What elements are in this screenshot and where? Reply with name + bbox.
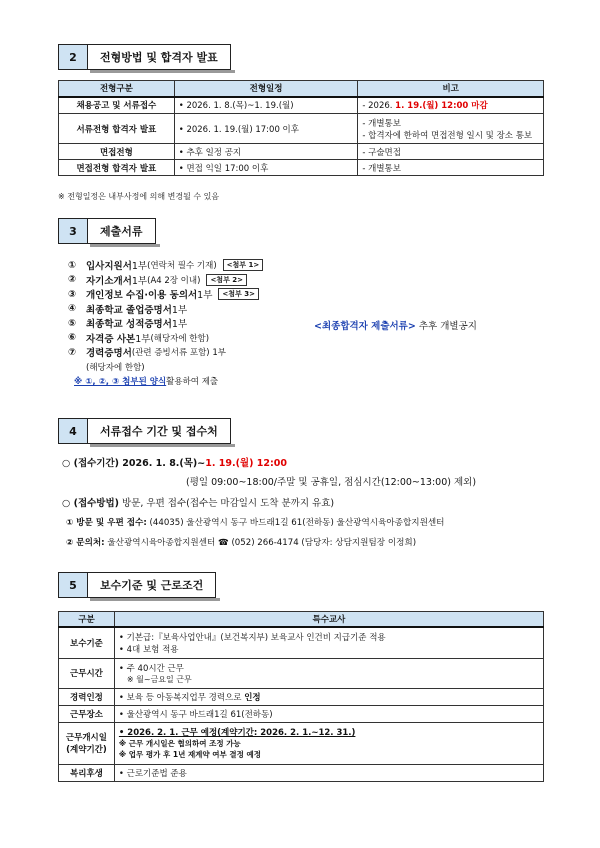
- section-title: 전형방법 및 합격자 발표: [88, 44, 231, 70]
- list-item: ⑤ 최종학교 성적증명서 1부: [68, 317, 188, 331]
- reception-address: ① 방문 및 우편 접수: (44035) 울산광역시 동구 바드래1길 61(전하동) 울산광역시육아종합지원센터: [66, 518, 445, 528]
- table-header: 구분: [59, 612, 115, 628]
- table-row: 근무개시일 (계약기간) • 2026. 2. 1. 근무 예정(계약기간: 2026. 2. 1.~12. 31.) ※ 근무 개시일은 협의하여 조정 가능 ※ 업무 평가 후 1년 재계약 여부 결정 예정: [59, 722, 544, 764]
- table-row: 채용공고 및 서류접수 • 2026. 1. 8.(목)~1. 19.(월) - 2026. 1. 19.(월) 12:00 마감: [59, 97, 544, 114]
- table-row: 근무장소 • 울산광역시 동구 바드래1길 61(전하동): [59, 705, 544, 722]
- list-item: ⑦ 경력증명서 (관련 증빙서류 포함) 1부: [68, 346, 226, 360]
- conditions-table: [58, 611, 544, 782]
- list-item-continuation: (해당자에 한함): [86, 362, 145, 373]
- reception-contact: ② 문의처: 울산광역시육아종합지원센터 ☎ (052) 266-4174 (담당자: 상담지원팀장 이정희): [66, 538, 417, 548]
- section-number: 3: [58, 218, 88, 244]
- reception-period-sub: (평일 09:00~18:00/주말 및 공휴일, 점심시간(12:00~13:00) 제외): [186, 477, 477, 488]
- table-header: 전형구분: [59, 81, 175, 97]
- section-5-header: [58, 572, 216, 598]
- section-number: 2: [58, 44, 88, 70]
- attachment-tag: <첨부 2>: [206, 274, 247, 286]
- section-3-header: [58, 218, 156, 244]
- final-docs-note: <최종합격자 제출서류> 추후 개별공지: [314, 321, 477, 332]
- section-2-header: [58, 44, 231, 70]
- table-row: 보수기준 • 기본급:『보육사업안내』(보건복지부) 보육교사 인건비 지급기준 적용 • 4대 보험 적용: [59, 627, 544, 658]
- section-title: 서류접수 기간 및 접수처: [88, 418, 231, 444]
- table-row: 복리후생 • 근로기준법 준용: [59, 764, 544, 781]
- table-header: 전형일정: [174, 81, 358, 97]
- section-4-header: [58, 418, 231, 444]
- schedule-table: [58, 80, 544, 176]
- schedule-footnote: ※ 전형일정은 내부사정에 의해 변경될 수 있음: [58, 192, 220, 201]
- list-item: ① 입사지원서 1부 (연락처 필수 기재) <첨부 1>: [68, 258, 538, 273]
- section-title: 보수기준 및 근로조건: [88, 572, 216, 598]
- deadline-text: 1. 19.(월) 12:00 마감: [395, 101, 488, 112]
- attachment-tag: <첨부 3>: [218, 288, 259, 300]
- list-item: ③ 개인정보 수집·이용 동의서 1부 <첨부 3>: [68, 287, 538, 302]
- attachment-note: ※ ①, ②, ③ 첨부된 양식 활용하여 제출: [74, 377, 219, 388]
- reception-method: ○ (접수방법) 방문, 우편 접수(접수는 마감일시 도착 분까지 유효): [62, 498, 335, 509]
- table-header: 특수교사: [114, 612, 543, 628]
- list-item: ⑥ 자격증 사본 1부 (해당자에 한함): [68, 332, 210, 345]
- table-header: 비고: [358, 81, 544, 97]
- table-row: 경력인정 • 보육 등 아동복지업무 경력으로 인정: [59, 688, 544, 705]
- section-number: 5: [58, 572, 88, 598]
- section-number: 4: [58, 418, 88, 444]
- reception-period: ○ (접수기간) 2026. 1. 8.(목)~1. 19.(월) 12:00: [62, 458, 287, 469]
- table-row: 면접전형 • 추후 일정 공지 - 구술면접: [59, 144, 544, 160]
- list-item: ② 자기소개서 1부 (A4 2장 이내) <첨부 2>: [68, 273, 538, 288]
- attachment-tag: <첨부 1>: [223, 259, 264, 271]
- section-title: 제출서류: [88, 218, 156, 244]
- table-row: 근무시간 • 주 40시간 근무 ※ 월~금요일 근무: [59, 658, 544, 688]
- table-row: 서류전형 합격자 발표 • 2026. 1. 19.(월) 17:00 이후 - 개별통보 - 합격자에 한하여 면접전형 일시 및 장소 통보: [59, 114, 544, 144]
- list-item: ④ 최종학교 졸업증명서 1부: [68, 303, 188, 316]
- table-row: 면접전형 합격자 발표 • 면접 익일 17:00 이후 - 개별통보: [59, 160, 544, 176]
